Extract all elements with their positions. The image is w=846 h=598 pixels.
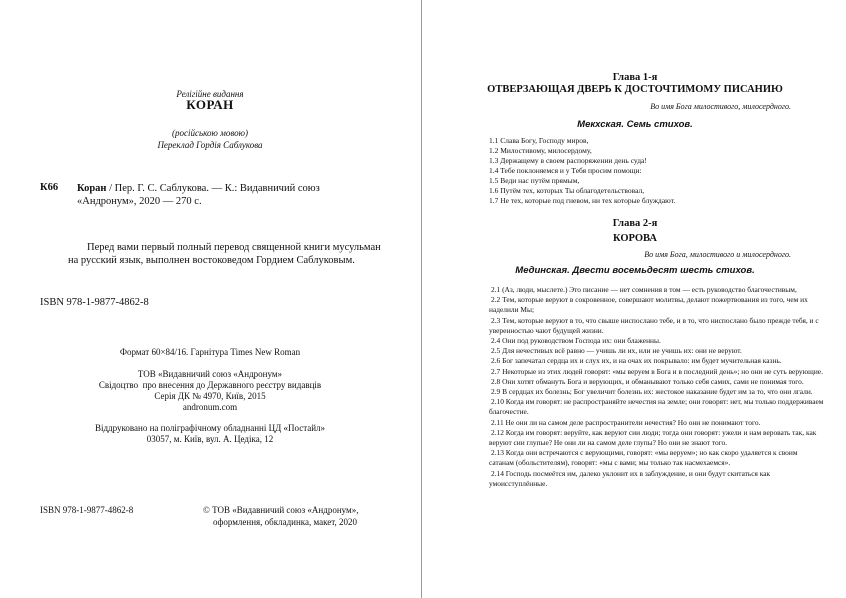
verse: 1.1 Слава Богу, Господу миров,	[489, 136, 589, 145]
verse: 2.4 Они под руководством Господа их: они блаженны.	[491, 336, 661, 346]
verse: 1.3 Держащему в своем распоряжении день суда!	[489, 156, 647, 165]
left-page	[0, 0, 420, 598]
website: andronum.com	[182, 402, 238, 412]
verse: 2.9 В сердцах их болезнь; Бог увеличит болезнь их: жестокое наказание будет им за то, что они лгали.	[491, 387, 813, 397]
language-note: (російською мовою)	[172, 128, 248, 138]
verse: 1.7 Не тех, которые под гневом, ни тех которые блуждают.	[489, 196, 676, 205]
verse: 1.6 Путём тех, которых Ты облагодетельствовал,	[489, 186, 645, 195]
verse: 2.8 Они хотят обмануть Бога и верующих, и обманывают только себя самих, сами не понимая того.	[491, 376, 804, 386]
format-info: Формат 60×84/16. Гарнітура Times New Roman	[119, 347, 301, 357]
chapter1-verses	[489, 136, 799, 206]
verse: 1.4 Тебе поклоняемся и у Тебя просим помощи:	[489, 166, 642, 175]
publisher-name: ТОВ «Видавничий союз «Андронум»	[137, 369, 283, 379]
chapter2-invocation: Во имя Бога, милостивого и милосердного.	[644, 250, 791, 259]
page-divider	[421, 0, 422, 598]
verse: 2.3 Тем, которые веруют в то, что свыше ниспослано тебе, и в то, что ниспослано было прежде тебя, и с уверенностью чают будущей жизни.	[489, 315, 819, 335]
chapter1-invocation: Во имя Бога милостивого, милосердного.	[650, 102, 791, 111]
copyright-line2: оформлення, обкладинка, макет, 2020	[213, 517, 358, 527]
genre-label: Релігійне видання	[176, 89, 244, 99]
printing-line1: Віддруковано на поліграфічному обладнанні ЦД «Постайл»	[94, 423, 326, 433]
annotation-line1: Перед вами первый полный перевод священной книги мусульман	[87, 242, 381, 253]
translator-note: Переклад Гордія Саблукова	[157, 140, 263, 150]
copyright-line1: © ТОВ «Видавничий союз «Андронум»,	[203, 505, 359, 515]
chapter2-sura-info: Мединская. Двести восемьдесят шесть стихов.	[515, 265, 755, 276]
verse: 2.1 (Аз, люди, мыслете.) Это писание — нет сомнения в том — есть руководство благочестивым,	[491, 285, 797, 294]
chapter2-verses	[489, 285, 824, 489]
chapter1-title: ОТВЕРЗАЮЩАЯ ДВЕРЬ К ДОСТОЧТИМОМУ ПИСАНИЮ	[487, 84, 783, 95]
bibliographic-entry	[77, 182, 377, 208]
biblio-title: Коран	[77, 183, 107, 194]
verse: 2.13 Когда они встречаются с верующими, говорят: «мы веруем»; но как скоро удаляется к своим сатанам (обольстителям), говорят: «мы с вами; мы только так насмехаемся».	[489, 448, 798, 468]
biblio-line2: «Андронум», 2020 — 270 с.	[77, 196, 202, 207]
biblio-rest: / Пер. Г. С. Саблукова. — К.: Видавничий союз	[106, 183, 320, 194]
verse: 2.10 Когда им говорят: не распространяйте нечестия на земле; они говорят: нет, мы только поддерживаем благочестие.	[489, 397, 824, 417]
chapter2-title: КОРОВА	[613, 233, 657, 244]
isbn: ISBN 978-1-9877-4862-8	[40, 297, 149, 308]
annotation-line2: на русский язык, выполнен востоковедом Гордием Саблуковым.	[68, 255, 355, 266]
verse: 2.11 Не они ли на самом деле распространители нечестия? Но они не понимают того.	[491, 417, 761, 427]
index-code: К66	[40, 182, 59, 193]
verse: 2.14 Господь посмеётся им, далеко уклонит их в заблуждение, и они будут скитаться как умоисступлённые.	[489, 468, 771, 488]
certificate-line2: Серія ДК № 4970, Київ, 2015	[154, 391, 266, 401]
verse: 2.7 Некоторые из этих людей говорят: «мы веруем в Бога и в последний день»; но они не суть верующие.	[491, 366, 823, 376]
isbn-bottom: ISBN 978-1-9877-4862-8	[40, 505, 134, 515]
verse: 2.12 Когда им говорят: веруйте, как веруют сии люди; тогда они говорят: ужели и нам веровать так, как веруют сии глупые? Не они ли на самом деле глупы? Но они не знают того.	[489, 427, 817, 448]
verse: 2.6 Бог запечатал сердца их и слух их, и на очах их покрывало: им будет мучительная казнь.	[491, 356, 782, 366]
verse: 1.5 Веди нас путём прямым,	[489, 176, 580, 185]
chapter1-sura-info: Мекхская. Семь стихов.	[577, 119, 693, 130]
verse: 2.2 Тем, которые веруют в сокровенное, совершают молитвы, делают пожертвования из того, чем их наделили Мы;	[489, 295, 808, 315]
chapter2-heading: Глава 2-я	[612, 218, 658, 229]
printing-line2: 03057, м. Київ, вул. А. Цедіка, 12	[146, 434, 274, 444]
right-page	[424, 0, 846, 598]
verse: 2.5 Для нечестивых всё равно — учишь ли их, или не учишь их: они не веруют.	[491, 346, 742, 356]
book-title: КОРАН	[186, 97, 234, 112]
verse: 1.2 Милостивому, милосердому,	[489, 146, 592, 155]
chapter1-heading: Глава 1-я	[612, 72, 658, 83]
certificate-line1: Свідоцтво про внесення до Державного реєстру видавців	[98, 380, 322, 390]
